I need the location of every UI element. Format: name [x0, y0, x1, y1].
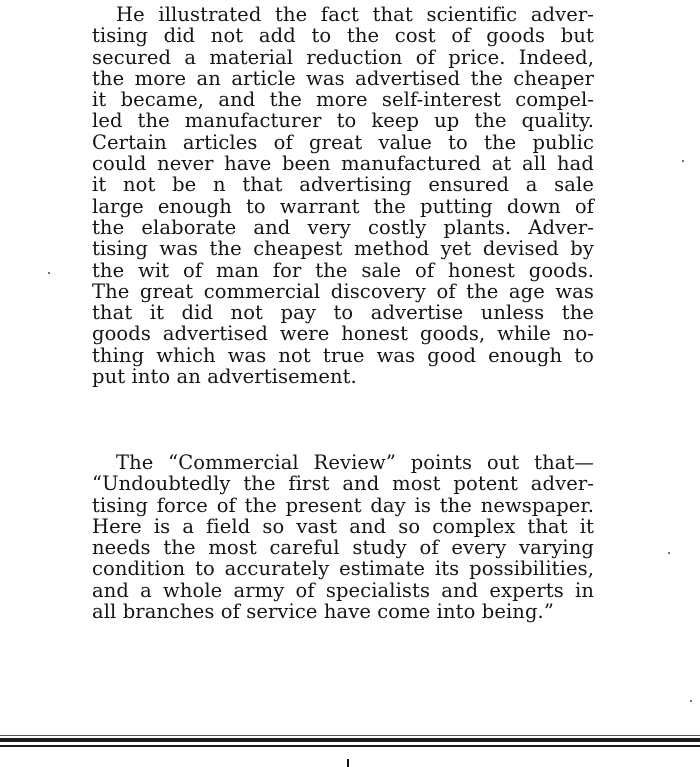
text-line: tising did not add to the cost of goods but [92, 24, 594, 48]
scan-speck [48, 272, 50, 274]
text-line: all branches of service have come into being.” [92, 600, 554, 624]
scan-speck [668, 552, 670, 554]
bottom-rule-thin [0, 745, 700, 747]
text-line: Here is a field so vast and so complex that it [92, 514, 594, 538]
bottom-rule-top [0, 735, 700, 736]
text-line: put into an advertisement. [92, 365, 357, 389]
paragraph-advertising-cost [92, 4, 594, 387]
text-line: that it did not pay to advertise unless the [92, 301, 594, 325]
text-line: “Undoubtedly the first and most potent adver- [92, 472, 594, 496]
text-line: goods advertised were honest goods, while no- [92, 322, 594, 346]
page-tick-mark [347, 759, 349, 767]
text-line: it not be n that advertising ensured a sale [92, 173, 594, 197]
scan-speck [682, 160, 684, 162]
bottom-rule-thick [0, 738, 700, 742]
text-line: the wit of man for the sale of honest goods. [92, 258, 594, 282]
text-line: The great commercial discovery of the age was [92, 279, 594, 303]
text-line: tising was the cheapest method yet devised by [92, 237, 594, 261]
text-line: Certain articles of great value to the public [92, 130, 594, 154]
text-line: thing which was not true was good enough to [92, 343, 594, 367]
text-line: He illustrated the fact that scientific adver- [116, 3, 594, 26]
text-line: needs the most careful study of every varying [92, 536, 594, 560]
text-line: the more an article was advertised the cheaper [92, 66, 594, 90]
text-line: The “Commercial Review” points out that— [116, 451, 594, 474]
text-line: condition to accurately estimate its possibilities, [92, 557, 594, 581]
paragraph-commercial-review-quote [92, 452, 594, 622]
text-line: it became, and the more self-interest compel- [92, 88, 594, 112]
text-line: led the manufacturer to keep up the quality. [92, 109, 594, 133]
text-line: large enough to warrant the putting down of [92, 194, 594, 218]
text-line: tising force of the present day is the newspaper. [92, 493, 594, 517]
text-line: and a whole army of specialists and experts in [92, 578, 594, 602]
scan-speck [690, 700, 692, 702]
text-line: could never have been manufactured at all had [92, 152, 594, 176]
text-line: secured a material reduction of price. Indeed, [92, 45, 594, 69]
text-line: the elaborate and very costly plants. Adver- [92, 215, 594, 239]
